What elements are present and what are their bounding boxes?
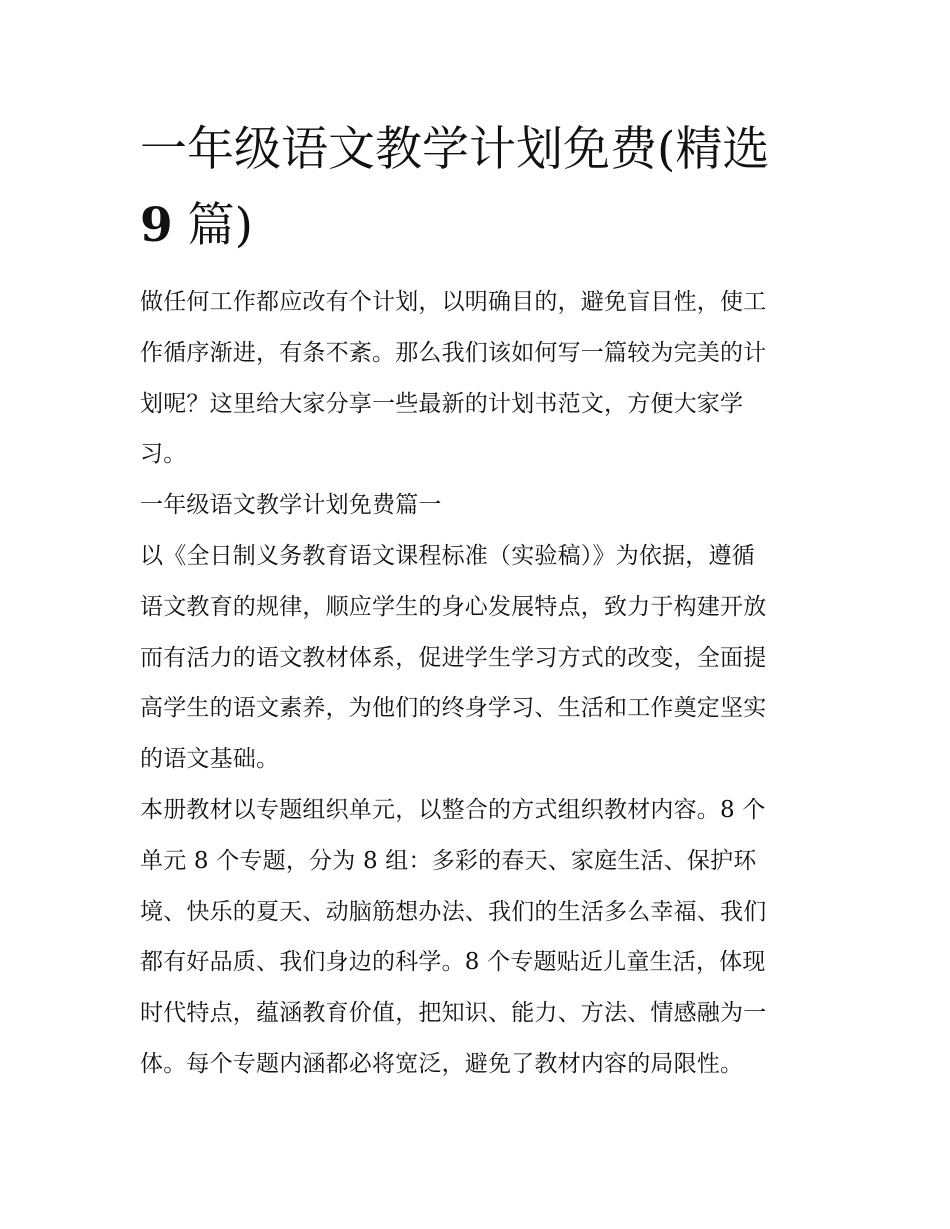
paragraph-2-line: 时代特点，蕴涵教育价值，把知识、能力、方法、情感融为一 — [140, 1000, 767, 1027]
section-heading: 一年级语文教学计划免费篇一 — [140, 492, 442, 519]
document-body — [140, 277, 815, 1090]
paragraph-1-line: 以《全日制义务教育语文课程标准（实验稿）》为依据，遵循 — [140, 542, 755, 569]
intro-line: 作循序渐进，有条不紊。那么我们该如何写一篇较为完美的计 — [140, 339, 767, 366]
document-title — [140, 112, 820, 264]
paragraph-2-line: 本册教材以专题组织单元，以整合的方式组织教材内容。8 个 — [140, 796, 766, 823]
title-line-1: 一年级语文教学计划免费(精选 — [140, 122, 770, 177]
paragraph-1-line: 高学生的语文素养，为他们的终身学习、生活和工作奠定坚实 — [140, 695, 767, 722]
paragraph-2-line: 都有好品质、我们身边的科学。8 个专题贴近儿童生活，体现 — [140, 949, 766, 976]
paragraph-2-line: 境、快乐的夏天、动脑筋想办法、我们的生活多么幸福、我们 — [140, 898, 767, 925]
title-number: 9 — [140, 198, 173, 253]
paragraph-1-line: 而有活力的语文教材体系，促进学生学习方式的改变，全面提 — [140, 644, 767, 671]
paragraph-1-line: 的语文基础。 — [140, 746, 280, 773]
paragraph-1-line: 语文教育的规律，顺应学生的身心发展特点，致力于构建开放 — [140, 593, 767, 620]
paragraph-2-line: 体。每个专题内涵都必将宽泛，避免了教材内容的局限性。 — [140, 1050, 744, 1077]
intro-line: 习。 — [140, 441, 187, 468]
title-line-2: 篇) — [172, 198, 253, 253]
intro-line: 做任何工作都应改有个计划，以明确目的，避免盲目性，使工 — [140, 289, 767, 315]
intro-line: 划呢？这里给大家分享一些最新的计划书范文，方便大家学 — [140, 390, 744, 417]
paragraph-2-line: 单元 8 个专题，分为 8 组：多彩的春天、家庭生活、保护环 — [140, 847, 757, 874]
